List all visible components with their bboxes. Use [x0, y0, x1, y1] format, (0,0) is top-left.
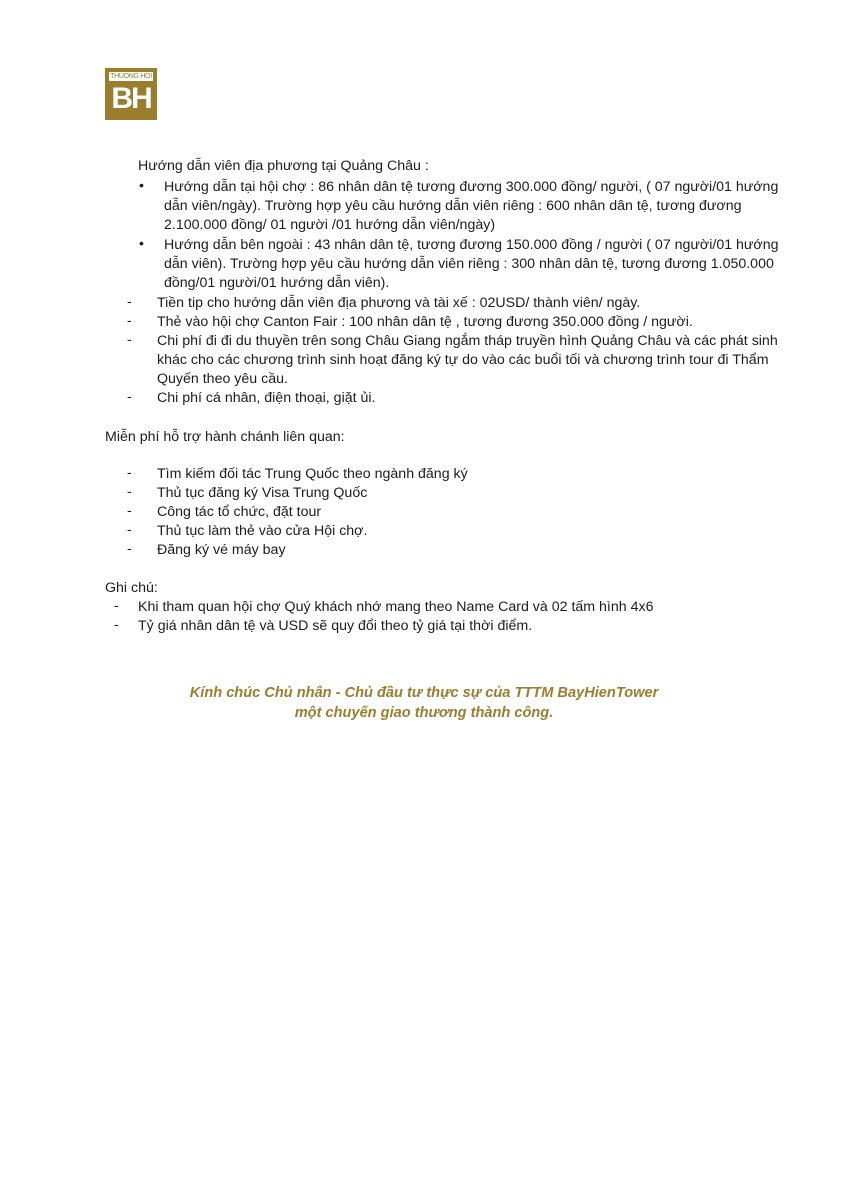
dash-marker: - [127, 522, 132, 538]
dash-marker: - [127, 389, 132, 405]
logo-mark: BH [109, 81, 153, 116]
dash-marker: - [127, 503, 132, 519]
guide-bullet-1-line-3: 2.100.000 đồng/ 01 người /01 hướng dẫn viên/ngày) [164, 217, 496, 233]
guide-bullet-2-line-2: dẫn viên). Trường hợp yêu cầu hướng dẫn viên riêng : 300 nhân dân tệ, tương đương 1.050.000 [164, 256, 774, 272]
guide-section-title: Hướng dẫn viên địa phương tại Quảng Châu : [138, 158, 429, 174]
cost-item-personal: Chi phí cá nhân, điện thoại, giặt ủi. [157, 390, 376, 406]
dash-marker: - [127, 484, 132, 500]
free-support-item: Tìm kiếm đối tác Trung Quốc theo ngành đăng ký [157, 466, 468, 482]
dash-marker: - [127, 465, 132, 481]
dash-marker: - [127, 294, 132, 310]
guide-bullet-1-line-2: dẫn viên/ngày). Trường hợp yêu cầu hướng dẫn viên riêng : 600 nhân dân tệ, tương đương [164, 198, 742, 214]
company-logo [105, 68, 157, 120]
free-support-item: Thủ tục làm thẻ vào cửa Hội chợ. [157, 523, 368, 539]
cost-item-tip: Tiền tip cho hướng dẫn viên địa phương và tài xế : 02USD/ thành viên/ ngày. [157, 295, 641, 311]
dash-marker: - [127, 313, 132, 329]
dash-marker: - [127, 541, 132, 557]
closing-line-2: một chuyến giao thương thành công. [294, 705, 554, 721]
dash-marker: - [114, 598, 119, 614]
cost-item-fair-card: Thẻ vào hội chợ Canton Fair : 100 nhân dân tệ , tương đương 350.000 đồng / người. [157, 314, 693, 330]
logo-top-text: THUONG HOI [110, 73, 152, 80]
free-support-item: Công tác tổ chức, đặt tour [157, 504, 322, 520]
guide-bullet-1-line-1: Hướng dẫn tại hội chợ : 86 nhân dân tệ tương đương 300.000 đồng/ người, ( 07 người/01 hướng [164, 179, 779, 195]
cost-item-cruise-line-3: Quyến theo yêu cầu. [157, 371, 288, 387]
notes-title: Ghi chú: [105, 580, 158, 596]
cost-item-cruise-line-2: khác cho các chương trình sinh hoạt đăng ký tự do vào các buổi tối và chương trình tour đi Thẩm [157, 352, 769, 368]
bullet-marker: • [139, 178, 144, 194]
guide-bullet-2-line-1: Hướng dẫn bên ngoài : 43 nhân dân tệ, tương đương 150.000 đồng / người ( 07 người/01 hướng [164, 237, 779, 253]
cost-item-cruise-line-1: Chi phí đi đi du thuyền trên song Châu Giang ngắm tháp truyền hình Quảng Châu và các phát sinh [157, 333, 778, 349]
free-support-title: Miễn phí hỗ trợ hành chánh liên quan: [105, 429, 345, 445]
bullet-marker: • [139, 236, 144, 252]
closing-line-1: Kính chúc Chủ nhân - Chủ đầu tư thực sự của TTTM BayHienTower [189, 685, 659, 701]
note-item: Khi tham quan hội chợ Quý khách nhớ mang theo Name Card và 02 tấm hình 4x6 [138, 599, 654, 615]
free-support-item: Thủ tục đăng ký Visa Trung Quốc [157, 485, 368, 501]
note-item: Tỷ giá nhân dân tệ và USD sẽ quy đổi theo tỷ giá tại thời điểm. [138, 618, 533, 634]
free-support-item: Đăng ký vé máy bay [157, 542, 286, 558]
guide-bullet-2-line-3: đồng/01 người/01 hướng dẫn viên). [164, 275, 390, 291]
dash-marker: - [114, 617, 119, 633]
dash-marker: - [127, 332, 132, 348]
